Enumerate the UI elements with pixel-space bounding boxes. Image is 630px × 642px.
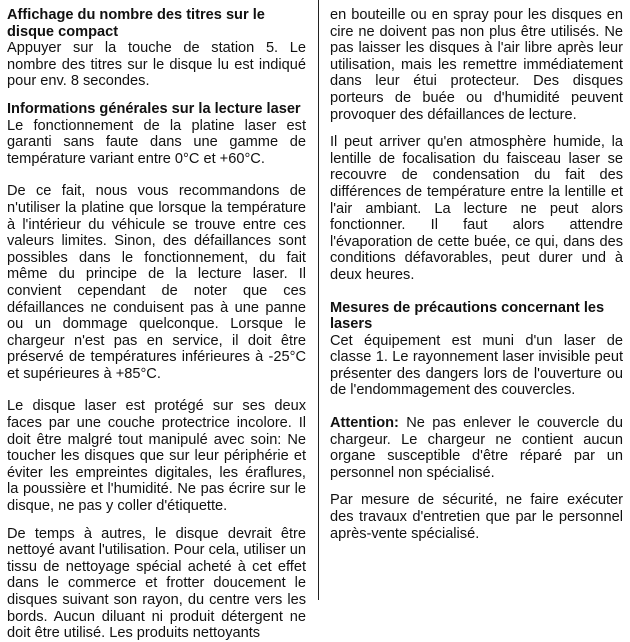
attention-text: Ne pas enlever le couvercle du chargeur. Le chargeur ne contient aucun organe susceptible d'être réparé par un personnel non spécialisé. [330, 415, 623, 481]
left-column [7, 0, 306, 642]
paragraph-disc-handling: Le disque laser est protégé sur ses deux faces par une couche protectrice incolore. Il doit être malgré tout manipulé avec soin: Ne toucher les disques que sur leur périphérie et éviter les empreintes digitales, les éraflures, la poussière et l'humidité. Ne pas écrire sur le disque, ne pas y coller d'étiquette. [7, 398, 306, 515]
heading-laser-precautions: Mesures de précautions concernant les lasers [330, 299, 605, 333]
paragraph-disc-storage: en bouteille ou en spray pour les disques en cire ne doivent pas non plus être utilisés. Ne pas laisser les disques à l'air libre après leur utilisation, mais les remettre immédiatement dans leur étui protecteur. Des disques porteurs de buée ou d'humidité peuvent provoquer des défaillances de lecture. [330, 7, 623, 123]
paragraph-maintenance: Par mesure de sécurité, ne faire exécuter des travaux d'entretien que par le personnel après-vente spécialisé. [330, 492, 623, 542]
paragraph-temperature-advice: De ce fait, nous vous recommandons de n'utiliser la platine que lorsque la température à l'intérieur du véhicule se trouve entre ces valeurs limites. Sinon, des défaillances sont possibles dans le fonctionnement, du fait même du principe de la lecture laser. Il convient cependant de noter que ces défaillances ne conduisent pas à une panne ou un dommage quelconque. Lorsque le chargeur n'est pas en service, il doit être préservé de températures inférieures à -25°C et supérieures à +85°C. [7, 183, 306, 382]
paragraph-disc-cleaning: De temps à autres, le disque devrait être nettoyé avant l'utilisation. Pour cela, utiliser un tissu de nettoyage spécial acheté à cet effet dans le commerce et frotter doucement le disques suivant son rayon, du centre vers les bords. Aucun diluant ni produit détergent ne doit être utilisé. Les produits nettoyants [7, 525, 306, 642]
paragraph-condensation: Il peut arriver qu'en atmosphère humide, la lentille de focalisation du faisceau laser se recouvre de condensation du fait des différences de température entre la lentille et l'air ambiant. La lecture ne peut alors fonctionner. Il faut alors attendre l'évaporation de cette buée, ce qui, dans des conditions défavorables, peut durer und à deux heures. [330, 134, 623, 283]
paragraph-attention [330, 415, 623, 481]
column-divider [318, 0, 319, 600]
heading-laser-info: Informations générales sur la lecture laser [7, 100, 301, 117]
attention-label: Attention: [330, 415, 399, 432]
paragraph-temperature-range: Le fonctionnement de la platine laser est garanti sans faute dans une gamme de température variant entre 0°C et +60°C. [7, 117, 306, 167]
paragraph-track-count: Appuyer sur la touche de station 5. Le nombre des titres sur le disque lu est indiqué pour env. 8 secondes. [7, 40, 306, 90]
right-column [330, 0, 623, 542]
heading-track-count: Affichage du nombre des titres sur le disque compact [7, 7, 265, 40]
paragraph-laser-class: Cet équipement est muni d'un laser de classe 1. Le rayonnement laser invisible peut présenter des dangers lors de l'ouverture ou de l'endommagement des couvercles. [330, 332, 623, 399]
